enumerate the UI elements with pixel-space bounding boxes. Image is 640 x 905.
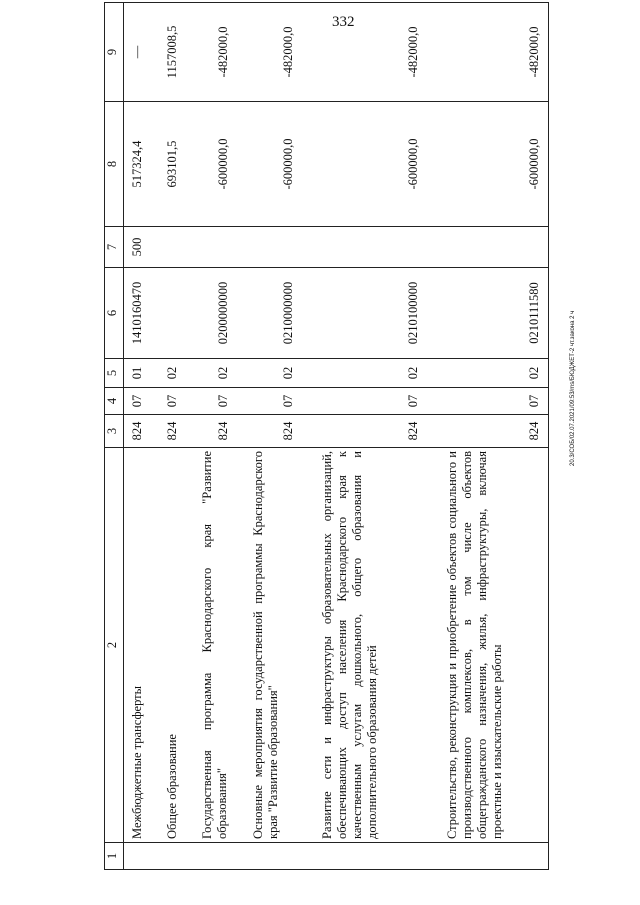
cell-vr	[151, 227, 186, 268]
cell-csr: 0210111580	[427, 268, 549, 359]
page-number: 332	[332, 14, 355, 30]
row-name: Развитие сети и инфраструктуры образовательных организаций, обеспечивающих доступ населения Краснодарского края к качественным услугам дошкольного, общего образования и дополнительного образования детей	[302, 448, 427, 843]
cell-rz: 07	[427, 388, 549, 415]
row-name: Основные мероприятия государственной программы Краснодарского края "Развитие образования"	[237, 448, 302, 843]
row-name: Государственная программа Краснодарского края "Развитие образования"	[186, 448, 237, 843]
cell-amount-1: -600000,0	[237, 102, 302, 227]
cell-pr: 02	[237, 359, 302, 388]
cell-vr	[427, 227, 549, 268]
cell-pr: 02	[302, 359, 427, 388]
table-row	[237, 3, 302, 870]
budget-table	[104, 2, 549, 870]
header-col-7: 7	[105, 227, 124, 268]
document-footer-note: 20.3/СОБ/02.07.2021/09:53/ms/БЮДЖЕТ-2 чт.закона 2 ч	[570, 310, 576, 466]
cell-vr	[186, 227, 237, 268]
cell-vr: 500	[124, 227, 152, 268]
cell-pr: 02	[151, 359, 186, 388]
cell-csr	[151, 268, 186, 359]
cell-ved: 824	[302, 415, 427, 448]
cell-amount-1: -600000,0	[186, 102, 237, 227]
cell-rz: 07	[186, 388, 237, 415]
cell-pr: 01	[124, 359, 152, 388]
header-col-8: 8	[105, 102, 124, 227]
cell-amount-1: -600000,0	[302, 102, 427, 227]
cell-rz: 07	[237, 388, 302, 415]
cell-pr: 02	[186, 359, 237, 388]
cell-amount-2: 1157008,5	[151, 3, 186, 102]
header-col-4: 4	[105, 388, 124, 415]
cell-amount-2: -482000,0	[427, 3, 549, 102]
table-row	[427, 3, 549, 870]
cell-vr	[237, 227, 302, 268]
header-col-2: 2	[105, 448, 124, 843]
cell-ved: 824	[186, 415, 237, 448]
cell-ved: 824	[124, 415, 152, 448]
cell-amount-1: 693101,5	[151, 102, 186, 227]
table-row	[124, 3, 152, 870]
cell-csr: 1410160470	[124, 268, 152, 359]
row-name: Межбюджетные трансферты	[124, 448, 152, 843]
cell-ved: 824	[151, 415, 186, 448]
row-name: Общее образование	[151, 448, 186, 843]
cell-vr	[302, 227, 427, 268]
cell-amount-2: -482000,0	[302, 3, 427, 102]
table-row	[302, 3, 427, 870]
table-row	[151, 3, 186, 870]
cell-ved: 824	[427, 415, 549, 448]
header-col-9: 9	[105, 3, 124, 102]
header-col-5: 5	[105, 359, 124, 388]
budget-table-rotated	[104, 25, 574, 870]
row-name: Строительство, реконструкция и приобретение объектов социального и производственного комплексов, в том числе объектов общегражданского назначения, жилья, инфраструктуры, включая проектные и изыскательские работы	[427, 448, 549, 843]
cell-amount-2: -482000,0	[237, 3, 302, 102]
cell-amount-2: -482000,0	[186, 3, 237, 102]
header-col-3: 3	[105, 415, 124, 448]
cell-rz: 07	[124, 388, 152, 415]
table-header-row	[105, 3, 124, 870]
cell-rz: 07	[302, 388, 427, 415]
table-row	[186, 3, 237, 870]
header-col-1: 1	[105, 843, 124, 870]
cell-pr: 02	[427, 359, 549, 388]
cell-amount-1: -600000,0	[427, 102, 549, 227]
cell-csr: 0200000000	[186, 268, 237, 359]
cell-amount-2: —	[124, 3, 152, 102]
header-col-6: 6	[105, 268, 124, 359]
cell-csr: 0210000000	[237, 268, 302, 359]
cell-ved: 824	[237, 415, 302, 448]
cell-rz: 07	[151, 388, 186, 415]
cell-amount-1: 517324,4	[124, 102, 152, 227]
cell-csr: 0210100000	[302, 268, 427, 359]
